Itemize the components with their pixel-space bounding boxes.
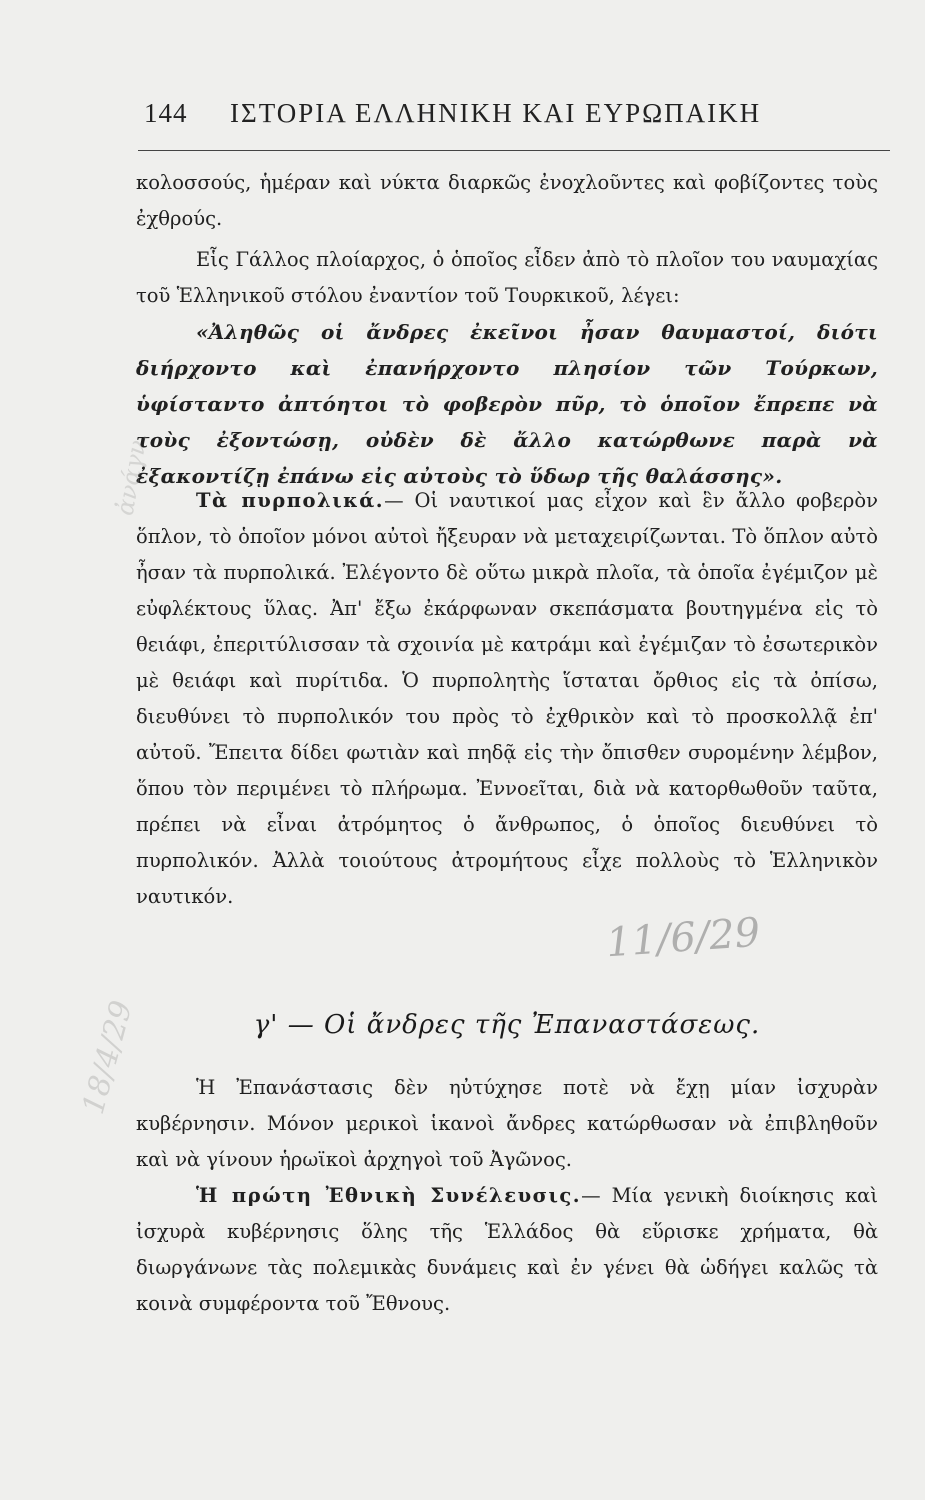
handwritten-margin-note: 18/4/29 [75, 997, 140, 1118]
run-in-heading-assembly: Ἡ πρώτη Ἐθνικὴ Συνέλευσις. [196, 1184, 582, 1207]
running-head: ΙΣΤΟΡΙΑ ΕΛΛΗΝΙΚΗ ΚΑΙ ΕΥΡΩΠΑΙΚΗ [230, 98, 762, 128]
header-rule [138, 150, 890, 151]
handwritten-date-note: 11/6/29 [604, 909, 762, 967]
paragraph-1-text: κολοσσούς, ἡμέραν καὶ νύκτα διαρκῶς ἐνοχλοῦντες καὶ φοβίζοντες τοὺς ἐχθρούς. [136, 171, 878, 230]
paragraph-3-text: — Οἱ ναυτικοί μας εἶχον καὶ ἓν ἄλλο φοβερὸν ὅπλον, τὸ ὁποῖον μόνοι αὐτοὶ ἤξευραν νὰ μεταχειρίζωνται. Τὸ ὅπλον αὐτὸ ἦσαν τὰ πυρπολικά. Ἐλέγοντο δὲ οὕτω μικρὰ πλοῖα, τὰ ὁποῖα ἐγέμιζον μὲ εὐφλέκτους ὕλας. Ἀπ' ἔξω ἐκάρφωναν σκεπάσματα βουτηγμένα εἰς τὸ θειάφι, ἐπεριτύλισσαν τὰ σχοινία μὲ κατράμι καὶ ἐγέμιζαν τὸ ἐσωτερικὸν μὲ θειάφι καὶ πυρίτιδα. Ὁ πυρπολητὴς ἵσταται ὄρθιος εἰς τὰ ὀπίσω, διευθύνει τὸ πυρπολικόν του πρὸς τὸ ἐχθρικὸν καὶ τὸ προσκολλᾷ ἐπ' αὐτοῦ. Ἔπειτα δίδει φωτιὰν καὶ πηδᾷ εἰς τὴν ὄπισθεν συρομένην λέμβον, ὅπου τὸν περιμένει τὸ πλήρωμα. Ἐννοεῖται, διὰ νὰ κατορθωθοῦν ταῦτα, πρέπει νὰ εἶναι ἀτρόμητος ὁ ἄνθρωπος, ὁ ὁποῖος διευθύνει τὸ πυρπολικόν. Ἀλλὰ τοιούτους ἀτρομήτους εἶχε πολλοὺς τὸ Ἑλληνικὸν ναυτικόν. [136, 489, 878, 908]
paragraph-3 [136, 483, 878, 915]
handwritten-margin-mark: ἀνάγν. [110, 430, 153, 518]
run-in-heading-fireships: Τὰ πυρπολικά. [196, 489, 385, 512]
paragraph-5 [136, 1178, 878, 1322]
quotation: «Ἀληθῶς οἱ ἄνδρες ἐκεῖνοι ἦσαν θαυμαστοί, διότι διήρχοντο καὶ ἐπανήρχοντο πλησίον τῶν Τούρκων, ὑφίσταντο ἀπτόητοι τὸ φοβερὸν πῦρ, τὸ ὁποῖον ἔπρεπε νὰ τοὺς ἐξοντώσῃ, οὐδὲν δὲ ἄλλο κατώρθωνε παρὰ νὰ ἐξακοντίζῃ ἐπάνω εἰς αὐτοὺς τὸ ὕδωρ τῆς θαλάσσης». [136, 320, 878, 488]
paragraph-2 [136, 242, 878, 494]
paragraph-4 [136, 1070, 878, 1178]
page-header [140, 98, 880, 138]
paragraph-5-block [136, 1178, 878, 1322]
paragraph-4-text: Ἡ Ἐπανάστασις δὲν ηὐτύχησε ποτὲ νὰ ἔχῃ μίαν ἰσχυρὰν κυβέρνησιν. Μόνον μερικοὶ ἱκανοὶ ἄνδρες κατώρθωσαν νὰ ἐπιβληθοῦν καὶ νὰ γίνουν ἡρωϊκοὶ ἀρχηγοὶ τοῦ Ἀγῶνος. [136, 1076, 878, 1171]
section-heading: γ' — Οἱ ἄνδρες τῆς Ἐπαναστάσεως. [253, 1010, 761, 1040]
page-number: 144 [144, 98, 188, 128]
paragraph-5-text: — Μία γενικὴ διοίκησις καὶ ἰσχυρὰ κυβέρνησις ὅλης τῆς Ἑλλάδος θὰ εὕρισκε χρήματα, θὰ διωργάνωνε τὰς πολεμικὰς δυνάμεις καὶ ἐν γένει θὰ ὡδήγει καλῶς τὰ κοινὰ συμφέροντα τοῦ Ἔθνους. [136, 1184, 878, 1315]
paragraph-1 [136, 165, 878, 237]
paragraph-2-intro: Εἷς Γάλλος πλοίαρχος, ὁ ὁποῖος εἶδεν ἀπὸ τὸ πλοῖον του ναυμαχίας τοῦ Ἑλληνικοῦ στόλου ἐναντίον τοῦ Τουρκικοῦ, λέγει: [136, 248, 878, 307]
paragraph-3-block [136, 483, 878, 915]
